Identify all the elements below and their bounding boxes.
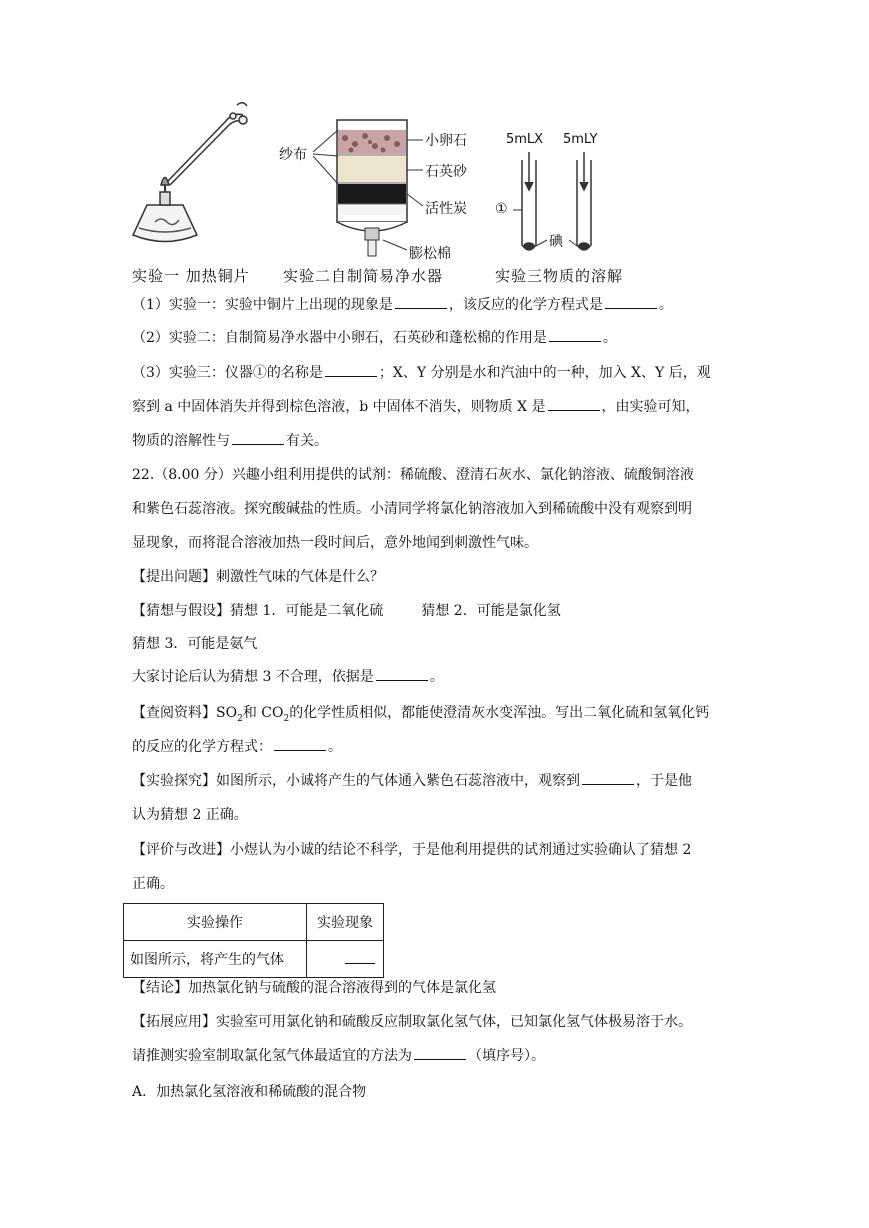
answer-blank[interactable] [232, 431, 284, 445]
q21-part3-cont2: 物质的溶解性与 有关。 [132, 433, 328, 449]
answer-blank[interactable] [582, 771, 634, 785]
table-header-phenomenon: 实验现象 [307, 904, 384, 941]
q22-stem-line1: 22.（8.00 分）兴趣小组利用提供的试剂：稀硫酸、澄清石灰水、氯化钠溶液、硫酸铜溶液 [132, 467, 694, 483]
q22-application: 【拓展应用】实验室可用氯化钠和硫酸反应制取氯化氢气体，已知氯化氢气体极易溶于水。 [132, 1014, 692, 1030]
label-instrument-marker: ① [495, 201, 508, 217]
q21-part2: （2）实验二：自制简易净水器中小卵石，石英砂和蓬松棉的作用是 。 [132, 330, 617, 346]
q22-stem-line3: 显现象，而将混合溶液加热一段时间后，意外地闻到刺激性气味。 [132, 535, 538, 551]
answer-blank[interactable] [414, 1046, 466, 1060]
label-quartz: 石英砂 [425, 164, 467, 180]
experiment-figure [125, 100, 745, 290]
q22-discussion: 大家讨论后认为猜想 3 不合理，依据是 。 [132, 669, 444, 685]
q22-evaluation: 【评价与改进】小煜认为小诚的结论不科学，于是他利用提供的试剂通过实验确认了猜想 2 [132, 842, 692, 858]
q21-part3: （3）实验三：仪器①的名称是 ；X、Y 分别是水和汽油中的一种，加入 X、Y 后，观 [132, 365, 711, 381]
table-cell-phenomenon [307, 941, 384, 978]
q22-hypothesis-3: 猜想 3．可能是氨气 [132, 636, 258, 652]
caption-exp3: 实验三物质的溶解 [495, 267, 624, 285]
label-tube-x: 5mLX [506, 132, 544, 147]
crucible-tongs-icon [167, 103, 247, 185]
label-carbon: 活性炭 [425, 201, 467, 217]
water-purifier-icon [313, 120, 423, 256]
q22-evaluation-cont: 正确。 [132, 876, 174, 892]
caption-exp2: 实验二自制简易净水器 [283, 267, 444, 285]
answer-blank[interactable] [345, 950, 375, 964]
table-header-operation: 实验操作 [124, 904, 307, 941]
q22-experiment-cont: 认为猜想 2 正确。 [132, 807, 248, 823]
label-gauze: 纱布 [279, 147, 307, 163]
alcohol-lamp-icon [133, 178, 197, 242]
q22-reference-cont: 的反应的化学方程式： 。 [132, 739, 342, 755]
answer-blank[interactable] [395, 295, 447, 309]
q22-hypothesis: 【猜想与假设】猜想 1．可能是二氧化硫 猜想 2．可能是氯化氢 [132, 603, 561, 619]
table-header-row [124, 904, 384, 941]
answer-blank[interactable] [325, 363, 377, 377]
q21-part3-cont: 察到 a 中固体消失并得到棕色溶液，b 中固体不消失，则物质 X 是 ，由实验可知， [132, 399, 700, 415]
table-cell-operation: 如图所示，将产生的气体 [124, 941, 307, 978]
q21-part1: （1）实验一：实验中铜片上出现的现象是 ，该反应的化学方程式是 。 [132, 297, 673, 313]
answer-blank[interactable] [376, 667, 428, 681]
q22-reference: 【查阅资料】$SO_2$和 $CO_2$的化学性质相似，都能使澄清灰水变浑浊。写出二氧化硫和氢氧化钙 [132, 705, 710, 724]
label-tube-y: 5mLY [563, 132, 598, 147]
label-iodine: 碘 [549, 234, 563, 250]
q22-application-cont: 请推测实验室制取氯化氢气体最适宜的方法为 （填序号）。 [132, 1048, 545, 1064]
q22-question-heading: 【提出问题】刺激性气味的气体是什么？ [132, 569, 384, 585]
answer-blank[interactable] [548, 397, 600, 411]
answer-blank[interactable] [605, 295, 657, 309]
caption-exp1: 实验一 加热铜片 [132, 267, 250, 285]
label-cotton: 膨松棉 [409, 246, 451, 262]
experiment-table [123, 903, 384, 978]
q22-conclusion: 【结论】加热氯化钠与硫酸的混合溶液得到的气体是氯化氢 [132, 980, 496, 996]
q22-stem-line2: 和紫色石蕊溶液。探究酸碱盐的性质。小清同学将氯化钠溶液加入到稀硫酸中没有观察到明 [132, 501, 692, 517]
q22-experiment: 【实验探究】如图所示，小诚将产生的气体通入紫色石蕊溶液中，观察到 ，于是他 [132, 773, 692, 789]
answer-blank[interactable] [549, 328, 601, 342]
q22-option-a: A．加热氯化氢溶液和稀硫酸的混合物 [132, 1084, 367, 1100]
table-row [124, 941, 384, 978]
answer-blank[interactable] [274, 737, 326, 751]
label-pebble: 小卵石 [425, 133, 467, 149]
